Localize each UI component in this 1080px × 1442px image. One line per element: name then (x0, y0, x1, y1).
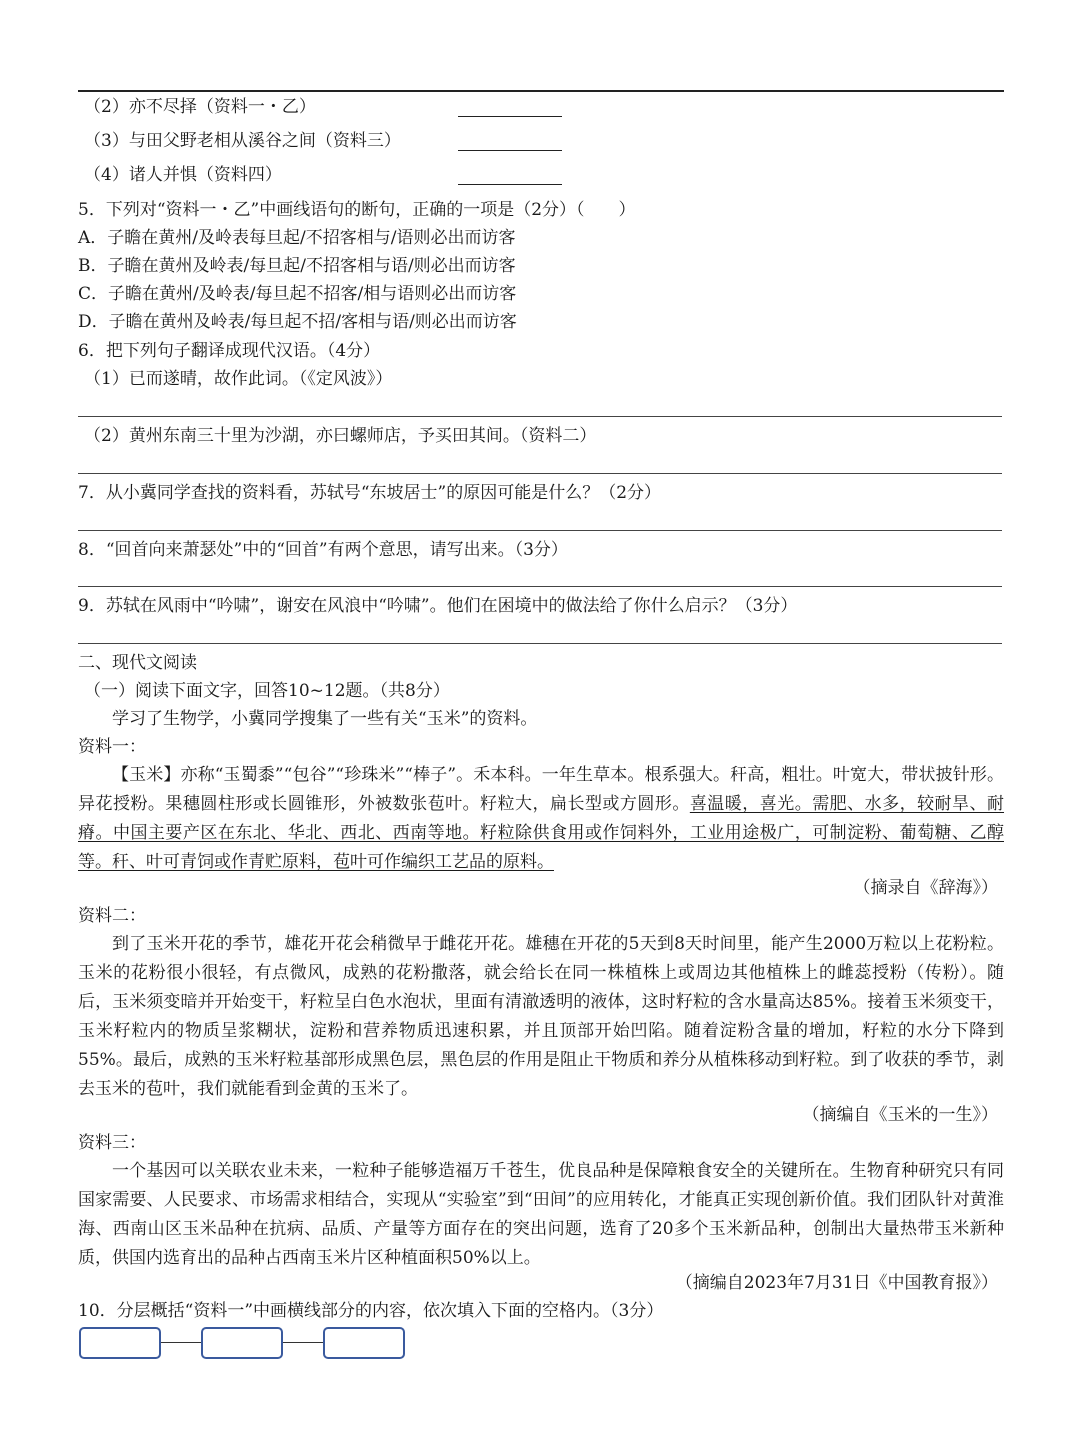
q5-option-c[interactable]: C．子瞻在黄州/及岭表/每旦起不招客/相与语则必出而访客 (78, 284, 517, 304)
answer-blank[interactable] (458, 184, 562, 185)
q7-stem: 7．从小冀同学查找的资料看，苏轼号“东坡居士”的原因可能是什么？（2分） (78, 483, 662, 503)
q5-option-b[interactable]: B．子瞻在黄州及岭表/每旦起/不招客相与语/则必出而访客 (78, 256, 516, 276)
answer-blank[interactable] (458, 116, 562, 117)
q6-sentence-2: （2）黄州东南三十里为沙湖，亦曰螺师店，予买田其间。（资料二） (84, 426, 597, 446)
answer-blank[interactable] (458, 150, 562, 151)
q10-stem: 10．分层概括“资料一”中画横线部分的内容，依次填入下面的空格内。（3分） (78, 1301, 664, 1321)
answer-box-2[interactable] (201, 1327, 283, 1359)
section-subtitle: （一）阅读下面文字，回答10~12题。（共8分） (84, 681, 450, 701)
answer-line[interactable] (78, 473, 1002, 474)
q5-option-d[interactable]: D．子瞻在黄州及岭表/每旦起不招/客相与语/则必出而访客 (78, 312, 517, 332)
material-2-source: （摘编自《玉米的一生》） (802, 1105, 998, 1125)
material-1-source: （摘录自《辞海》） (853, 878, 998, 898)
material-3-label: 资料三： (78, 1133, 146, 1153)
q9-stem: 9．苏轼在风雨中“吟啸”，谢安在风浪中“吟啸”。他们在困境中的做法给了你什么启示？（3分） (78, 596, 798, 616)
q6-stem: 6．把下列句子翻译成现代汉语。（4分） (78, 341, 381, 361)
connector-line (161, 1342, 201, 1343)
answer-box-3[interactable] (323, 1327, 405, 1359)
answer-line[interactable] (78, 643, 1002, 644)
header-rule (78, 90, 1004, 92)
section-intro: 学习了生物学，小冀同学搜集了一些有关“玉米”的资料。 (112, 709, 538, 729)
material-1-label: 资料一： (78, 737, 146, 757)
material-3-source: （摘编自2023年7月31日《中国教育报》） (675, 1273, 998, 1293)
q4-item-3: （3）与田父野老相从溪谷之间（资料三） (84, 131, 401, 151)
q6-sentence-1: （1）已而遂晴，故作此词。（《定风波》） (84, 369, 393, 389)
q5-option-a[interactable]: A．子瞻在黄州/及岭表每旦起/不招客相与/语则必出而访客 (78, 228, 516, 248)
connector-line (283, 1342, 323, 1343)
q8-stem: 8．“回首向来萧瑟处”中的“回首”有两个意思，请写出来。（3分） (78, 540, 568, 560)
q5-stem: 5．下列对“资料一・乙”中画线语句的断句，正确的一项是（2分）（ ） (78, 200, 636, 220)
answer-line[interactable] (78, 586, 1002, 587)
material-2-text: 到了玉米开花的季节，雄花开花会稍微早于雌花开花。雄穗在开花的5天到8天时间里，能产生2000万粒以上花粉粒。玉米的花粉很小很轻，有点微风，成熟的花粉撒落，就会给长在同一株植株上或周边其他植株上的雌蕊授粉（传粉）。随后，玉米须变暗并开始变干，籽粒呈白色水泡状，里面有清澈透明的液体，这时籽粒的含水量高达85%。接着玉米须变干，玉米籽粒内的物质呈浆糊状，淀粉和营养物质迅速积累，并且顶部开始凹陷。随着淀粉含量的增加，籽粒的水分下降到55%。最后，成熟的玉米籽粒基部形成黑色层，黑色层的作用是阻止干物质和养分从植株移动到籽粒。到了收获的季节，剥去玉米的苞叶，我们就能看到金黄的玉米了。 (78, 934, 1004, 1099)
answer-line[interactable] (78, 416, 1002, 417)
material-1-text (78, 761, 1004, 877)
material-1-plain: 【玉米】亦称“玉蜀黍”“包谷”“珍珠米”“棒子”。禾本科。一年生草本。根系强大。秆高，粗壮。叶宽大，带状披针形。异花授粉。果穗圆柱形或长圆锥形，外被数张苞叶。籽粒大，扁长型或方圆形。 (78, 765, 1004, 814)
answer-box-1[interactable] (79, 1327, 161, 1359)
material-2-label: 资料二： (78, 906, 146, 926)
q4-item-4: （4）诸人并惧（资料四） (84, 165, 282, 185)
answer-line[interactable] (78, 530, 1002, 531)
material-1-underlined: 喜温暖，喜光。需肥、水多，较耐旱、耐瘠。中国主要产区在东北、华北、西北、西南等地。籽粒除供食用或作饲料外，工业用途极广，可制淀粉、葡萄糖、乙醇等。秆、叶可青饲或作青贮原料，苞叶可作编织工艺品的原料。 (78, 794, 1005, 872)
material-3-text: 一个基因可以关联农业未来，一粒种子能够造福万千苍生，优良品种是保障粮食安全的关键所在。生物育种研究只有同国家需要、人民要求、市场需求相结合，实现从“实验室”到“田间”的应用转化，才能真正实现创新价值。我们团队针对黄淮海、西南山区玉米品种在抗病、品质、产量等方面存在的突出问题，选育了20多个玉米新品种，创制出大量热带玉米新种质，供国内选育出的品种占西南玉米片区种植面积50%以上。 (78, 1161, 1004, 1268)
q4-item-2: （2）亦不尽择（资料一・乙） (84, 97, 316, 117)
section-title: 二、现代文阅读 (78, 653, 197, 673)
